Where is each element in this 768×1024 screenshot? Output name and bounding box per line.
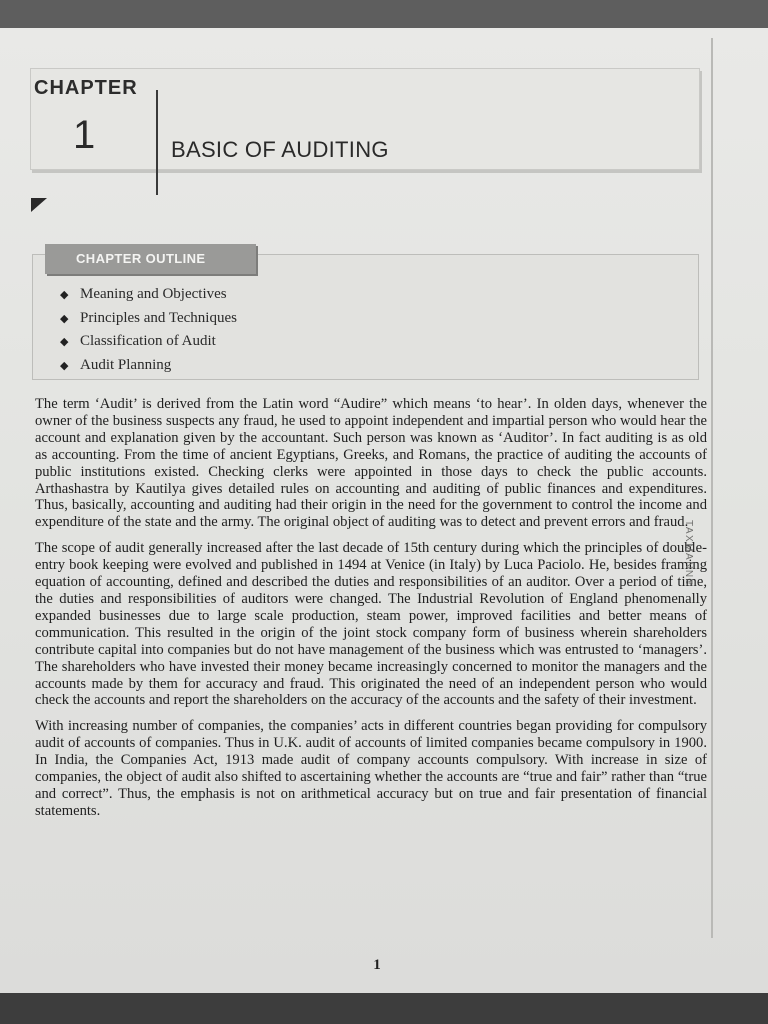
chapter-label: CHAPTER	[34, 77, 138, 99]
chapter-outline-list	[60, 286, 460, 380]
outline-item-label: Classification of Audit	[80, 333, 216, 349]
outline-item-label: Principles and Techniques	[80, 309, 237, 326]
paragraph-scope: The scope of audit generally increased after the last decade of 15th century during which the principles of double-entry book keeping were evolved and published in 1494 at Venice (in Italy) by Luca Paciolo. He, besides framing equation of accounting, defined and described the duties and responsibilities of an auditor. Over a period of time, the duties and responsibilities of auditors were changed. The Industrial Revolution of England phenomenally expanded businesses due to large scale production, steam power, improved facilities and better means of communication. This resulted in the origin of the joint stock company form of business wherein shareholders contribute capital into companies but do not have management of the business which was entrusted to ‘managers’. The shareholders who have invested their money became increasingly concerned to monitor the managers and the accounts made by them for accuracy and fraud. This originated the need of an independent person who would check the accounts and report the shareholders on the accuracy of the accounts and the safety of their investment.	[35, 540, 707, 709]
chapter-number: 1	[73, 113, 96, 157]
outline-item	[60, 357, 460, 381]
outline-item	[60, 286, 460, 310]
photo-background-top	[0, 0, 768, 28]
chapter-title: BASIC OF AUDITING	[171, 137, 389, 162]
outline-item	[60, 310, 460, 334]
outline-item-label: Meaning and Objectives	[80, 286, 227, 302]
diamond-bullet-icon: ◆	[60, 312, 69, 325]
header-divider	[156, 90, 158, 195]
diamond-bullet-icon: ◆	[60, 359, 69, 372]
body-text	[35, 396, 707, 829]
chapter-outline-heading: CHAPTER OUTLINE	[76, 251, 206, 266]
diamond-bullet-icon: ◆	[60, 289, 69, 301]
paragraph-intro: The term ‘Audit’ is derived from the Latin word “Audire” which means ‘to hear’. In olden days, whenever the owner of the business suspects any fraud, he used to appoint independent and impartial person who would hear the account and explanation given by the accountant. Such person was known as ‘Auditor’. In fact auditing is as old as accounting. From the time of ancient Egyptians, Greeks, and Romans, the practice of auditing the accounts of public institutions existed. Checking clerks were appointed in those days to check the public accounts. Arthashastra by Kautilya gives detailed rules on accounting and auditing of public finances and expenditures. Thus, basically, accounting and auditing had their origin in the need for the government to control the income and expenditure of the state and the army. The original object of auditing was to detect and prevent errors and fraud.	[35, 396, 707, 531]
outline-item-label: Audit Planning	[80, 356, 172, 373]
photo-background-bottom	[0, 993, 768, 1024]
diamond-bullet-icon: ◆	[60, 336, 69, 348]
outline-item	[60, 333, 460, 357]
page-edge-line	[711, 38, 713, 938]
paragraph-companies: With increasing number of companies, the companies’ acts in different countries began providing for compulsory audit of accounts of companies. Thus in U.K. audit of accounts of limited companies became compulsory in 1900. In India, the Companies Act, 1913 made audit of company accounts compulsory. With increase in size of companies, the object of audit also shifted to ascertaining whether the accounts are “true and fair” rather than “true and correct”. Thus, the emphasis is not on arithmetical accuracy but on true and fair presentation of financial statements.	[35, 718, 707, 819]
page-number: 1	[373, 957, 381, 973]
publisher-brand: TAXMANN®	[683, 520, 694, 588]
corner-triangle-icon	[31, 198, 47, 212]
